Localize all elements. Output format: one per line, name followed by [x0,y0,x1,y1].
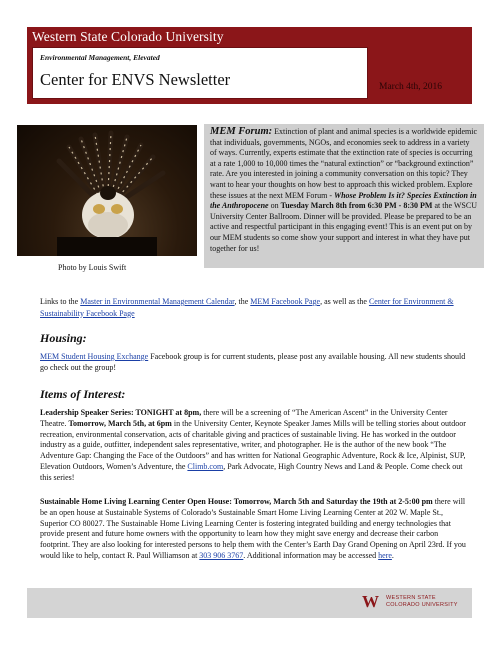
links-text: , as well as the [320,297,369,306]
item-bold: Leadership Speaker Series: TONIGHT at 8pm, [40,408,202,417]
wscu-logo-icon [362,592,462,614]
links-text: Links to the [40,297,81,306]
interest-heading: Items of Interest: [40,387,126,401]
mem-forum-feature [204,124,484,268]
item-text: . Additional information may be accessed [243,550,379,560]
feature-text: on [268,201,281,211]
climb-link[interactable]: Climb.com [187,461,224,471]
feature-event-time: Tuesday March 8th from 6:30 PM - 8:30 PM [280,201,433,211]
housing-text: Facebook group is for current students, please post any available housing. All new students should go check out the group! [40,352,466,372]
item-bold: Tomorrow, March 5th, at 6pm [68,418,172,428]
sage-grouse-icon [17,125,197,256]
housing-heading: Housing: [40,331,87,345]
links-paragraph [40,296,470,319]
item-text: . [391,550,394,560]
housing-paragraph [40,352,468,374]
logo-line1: WESTERN STATE [386,595,436,601]
newsletter-title-box [32,47,368,99]
feature-label: MEM Forum: [210,126,273,137]
feature-text: Extinction of plant and animal species is a worldwide epidemic that individuals, governments, NGOs, and economies seek to address in a variety of ways. Currently, experts estimate that the extinction rate of species is occurring at a rate 1,000 to 10,000 times the “natural extinction” or “background extinction” rate. Are you interested in joining a community conversation on this topic? They want to hear your thoughts on how best to approach this wicked problem. Explore these issues at the next MEM Forum - [210,127,477,200]
item-text: in the University Center, Keynote Speaker James Mills will be telling stories about outdoor recreation, environmental conservation, acts of charitable giving and practices of sustainable living. He has worked in the outdoor industry as a guide, outfitter, independent sales representative, writer, and photographer. He is the author of the new book “The Adventure Gap: Changing the Face of the Outdoors” and has written for National Geographic Adventure, Rock & Ice, Alpinist, SUP, Elevation Outdoors, Women’s Adventure, the [40,418,466,471]
item-text: , Park Advocate, High Country News and Land & People. Come check out this series! [40,461,463,482]
w-logo-icon: W [362,592,379,611]
mem-facebook-link[interactable]: MEM Facebook Page [250,297,321,306]
here-link[interactable]: here [378,550,392,560]
feature-talk-title: Whose Problem Is it? Species Extinction in the Anthropocene [210,190,477,211]
university-name: Western State Colorado University [32,29,224,44]
photo-credit: Photo by Louis Swift [58,263,127,272]
links-text: , the [234,297,251,306]
tagline: Environmental Management, Elevated [40,53,160,62]
item-text: there will be a screening of “The American Ascent” in the University Center Theatre. [40,408,448,428]
newsletter-title: Center for ENVS Newsletter [40,70,231,89]
item-bold: Sustainable Home Living Learning Center Open House: Tomorrow, March 5th and Saturday the 19th at 2-5:00 pm [40,497,433,506]
ces-facebook-link[interactable]: Center for Environment & Sustainability Facebook Page [40,297,454,318]
logo-line2: COLORADO UNIVERSITY [386,602,458,608]
phone-link[interactable]: 303 906 3767 [199,550,244,560]
issue-date: March 4th, 2016 [379,82,443,92]
housing-exchange-link[interactable]: MEM Student Housing Exchange [40,352,149,361]
sustainable-home-item [40,497,468,562]
sage-grouse-photo [17,125,197,256]
mem-calendar-link[interactable]: Master in Environmental Management Calendar [80,297,235,306]
feature-text: at the WSCU University Center Ballroom. Dinner will be provided. Please be prepared to be an active and respectful participant in this engaging event! This is an event put on by our MEM students so come show your support and interest in what they have put together for us! [210,201,477,253]
item-text: there will be an open house at Sustainable Systems of Colorado’s Sustainable Smart Home Living Learning Center at 202 W. Maple St., Superior CO 80027. The Sustainable Home Living Learning Center is fostering integrated building and energy technologies that provide present and future home owners with the opportunity to learn how they might save energy and decrease their carbon footprint. They are also looking for interested persons to help them with the Center’s Earth Day Grand Opening on April 23rd. If you would like to help, contact R. Paul Williamson at [40,497,466,560]
leadership-speaker-item [40,408,468,484]
